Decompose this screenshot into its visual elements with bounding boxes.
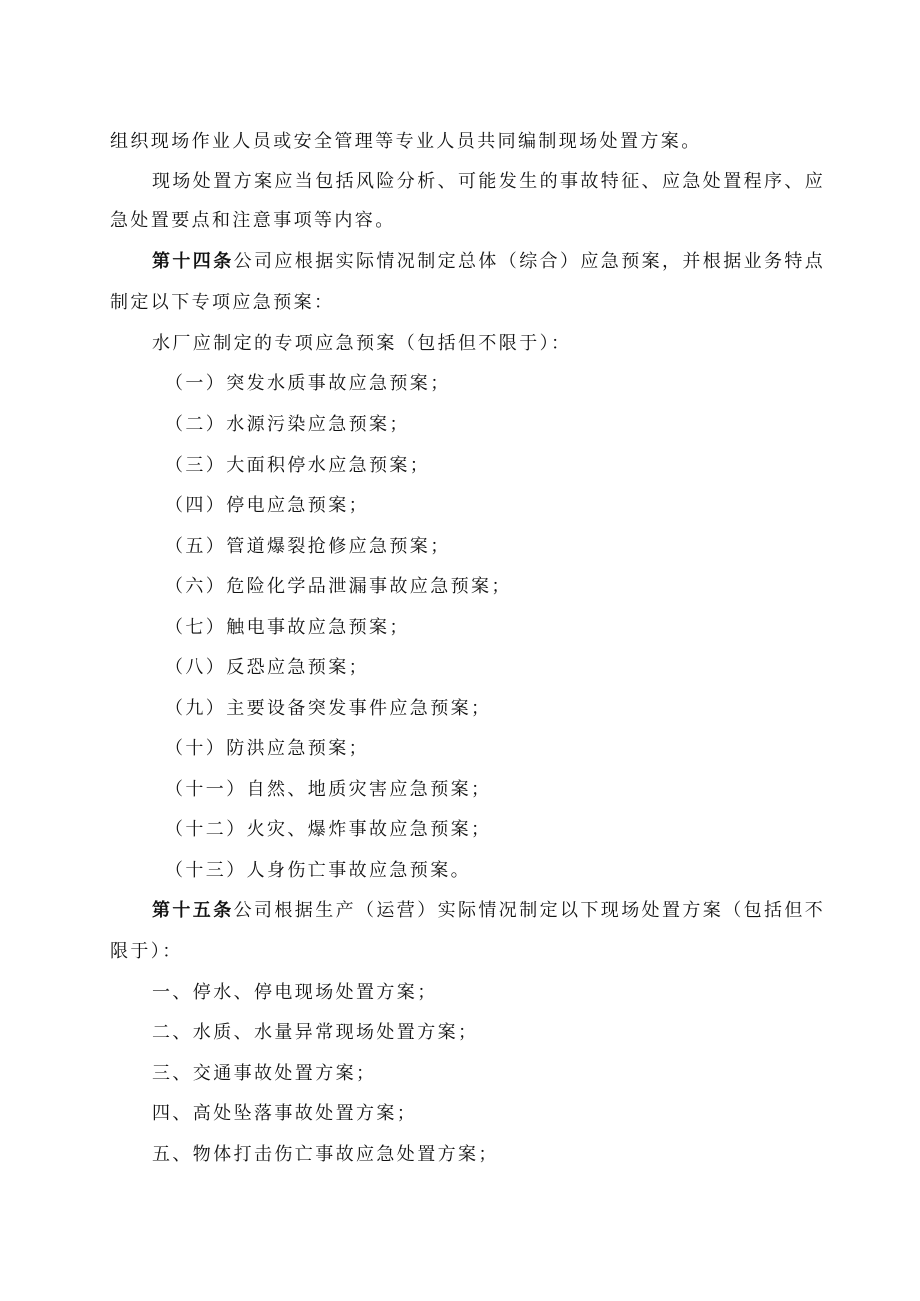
paragraph-line: 制定以下专项应急预案： — [110, 292, 335, 313]
list-item: （四）停电应急预案； — [165, 495, 369, 516]
paragraph-line: 现场处置方案应当包括风险分析、可能发生的事故特征、应急处置程序、应 — [152, 171, 826, 192]
list-item: （八）反恐应急预案； — [165, 657, 369, 678]
list-item: 三、交通事故处置方案； — [152, 1063, 377, 1084]
list-item: 二、水质、水量异常现场处置方案； — [152, 1022, 479, 1043]
paragraph-line: 水厂应制定的专项应急预案（包括但不限于）： — [152, 333, 572, 354]
list-item: （二）水源污染应急预案； — [165, 414, 410, 435]
paragraph-line: 急处置要点和注意事项等内容。 — [110, 210, 396, 231]
list-item: （一）突发水质事故应急预案； — [165, 373, 451, 394]
paragraph-line: 限于）： — [110, 941, 183, 962]
paragraph-line: 组织现场作业人员或安全管理等专业人员共同编制现场处置方案。 — [110, 131, 702, 152]
article-number: 第十五条 — [152, 900, 234, 921]
list-item: （六）危险化学品泄漏事故应急预案； — [165, 576, 512, 597]
list-item: 五、物体打击伤亡事故应急处置方案； — [152, 1144, 499, 1165]
list-item: 一、停水、停电现场处置方案； — [152, 982, 438, 1003]
list-item: （十）防洪应急预案； — [165, 738, 369, 759]
article-line: 第十四条公司应根据实际情况制定总体（综合）应急预案，并根据业务特点 — [152, 251, 826, 272]
list-item: （五）管道爆裂抢修应急预案； — [165, 536, 451, 557]
list-item: （十一）自然、地质灾害应急预案； — [165, 779, 492, 800]
article-number: 第十四条 — [152, 251, 234, 272]
list-item: （三）大面积停水应急预案； — [165, 455, 431, 476]
list-item: 四、高处坠落事故处置方案； — [152, 1103, 418, 1124]
article-line: 第十五条公司根据生产（运营）实际情况制定以下现场处置方案（包括但不 — [152, 900, 826, 921]
list-item: （九）主要设备突发事件应急预案； — [165, 698, 492, 719]
list-item: （七）触电事故应急预案； — [165, 617, 410, 638]
list-item: （十三）人身伤亡事故应急预案。 — [165, 860, 471, 881]
list-item: （十二）火灾、爆炸事故应急预案； — [165, 819, 492, 840]
